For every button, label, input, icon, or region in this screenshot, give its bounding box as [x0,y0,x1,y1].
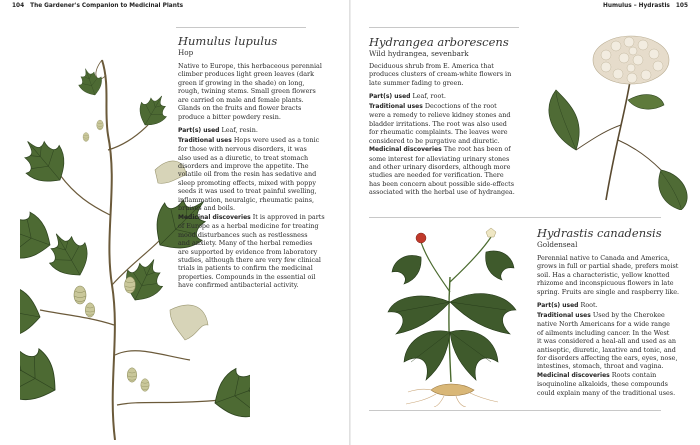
goldenseal-description [537,254,692,397]
hop-medicinal-label: Medicinal discoveries [178,213,251,221]
goldenseal-traditional-line-3: of ailments including cancer. In the West [537,328,670,337]
hop-intro-line-3: green if growing in the shade) on long, [178,78,305,87]
hop-medicinal-line-5: are supported by evidence from laboratory [178,247,318,256]
hydrangea-traditional-line-2: were a remedy to relieve kidney stones and [369,111,511,120]
hop-traditional-uses-label: Traditional uses [178,136,232,144]
hydrangea-latin-name: Hydrangea arborescens [369,35,509,49]
goldenseal-illustration [386,222,521,407]
goldenseal-intro-line-5: spring. Fruits are single and raspberry like. [537,287,680,296]
hop-traditional-line-4: disorders and improve the appetite. The [178,161,309,170]
right-running-title: Humulus – Hydrastis [603,3,670,9]
hydrangea-intro-line-1: Deciduous shrub from E. America that [369,62,494,70]
hydrangea-flower-cluster [593,36,669,84]
hydrangea-medicinal-label: Medicinal discoveries [369,146,442,154]
hop-traditional-line-3: also used as a diuretic, to treat stomach [178,153,309,162]
hydrangea-traditional-line-4: for rheumatic complaints. The leaves were [369,128,508,137]
goldenseal-parts-used-label: Part(s) used [537,302,579,310]
goldenseal-intro-line-2: grows in full or partial shade, prefers moist [537,262,679,271]
hop-parts-used-label: Part(s) used [178,127,220,135]
hydrangea-traditional-line-5: considered to be purgative and diuretic. [369,136,500,145]
hop-traditional-line-1: Hops were used as a tonic [233,135,320,144]
goldenseal-traditional-line-1: Used by the Cherokee [592,310,665,319]
hydrangea-intro-line-2: produces clusters of cream-white flowers in [369,70,512,79]
goldenseal-latin-name: Hydrastis canadensis [537,226,662,240]
hop-traditional-line-7: seeds it was used to treat painful swelling, [178,187,317,196]
hop-traditional-line-9: bruises and boils. [178,204,236,213]
right-header-rule-1 [369,27,519,28]
goldenseal-traditional-uses-label: Traditional uses [537,311,591,319]
hop-medicinal-line-8: properties. Compounds in the essential oil [178,272,316,281]
goldenseal-medicinal-label: Medicinal discoveries [537,371,610,379]
hydrangea-medicinal-line-5: has been concern about possible side-effects [369,179,514,188]
hop-medicinal-line-4: and anxiety. Many of the herbal remedies [178,239,313,248]
hop-traditional-line-6: sleep promoting effects, mixed with poppy [178,178,316,187]
goldenseal-intro-line-1: Perennial native to Canada and America, [537,254,670,262]
hydrangea-medicinal-line-1: The root has been of [443,145,511,154]
goldenseal-intro-line-4: rhizome and inconspicuous flowers in late [537,279,674,288]
left-header-rule [176,27,306,28]
goldenseal-rhizome [431,384,474,396]
hydrangea-illustration [536,30,696,210]
goldenseal-traditional-line-2: native North Americans for a wide range [537,320,670,329]
hop-intro-line-4: rough, twining stems. Small green flowers [178,87,316,96]
hop-intro-line-5: are carried on male and female plants. [178,95,304,104]
hydrangea-parts-used-label: Part(s) used [369,93,411,101]
goldenseal-medicinal-line-2: isoquinoline alkaloids, these compounds [537,380,668,389]
hydrangea-medicinal-line-3: and other urinary disorders, although more [369,162,511,171]
hydrangea-traditional-line-1: Decoctions of the root [424,101,497,110]
goldenseal-medicinal-line-3: could explain many of the traditional uses. [537,388,676,397]
hydrangea-medicinal-line-2: some interest for alleviating urinary stones [369,154,510,163]
goldenseal-medicinal-line-1: Roots contain [611,370,657,379]
hydrangea-parts-used-text: Leaf, root. [412,92,446,101]
left-running-head [12,3,183,9]
hop-intro-line-2: climber produces light green leaves (dark [178,70,314,79]
hop-medicinal-line-6: studies, although there are very few clinical [178,255,321,264]
hop-description [178,62,330,290]
right-running-head [603,3,688,9]
right-page-number: 105 [675,3,688,9]
hop-parts-used-text: Leaf, resin. [221,126,258,135]
hop-intro-line-1: Native to Europe, this herbaceous perennial [178,62,322,70]
hydrangea-traditional-line-3: bladder irritations. The root was also used [369,119,507,128]
left-page [0,0,349,445]
hop-medicinal-line-1: It is approved in parts [252,212,325,221]
goldenseal-traditional-line-5: antiseptic, diuretic, laxative and tonic, and [537,345,676,354]
goldenseal-common-name: Goldenseal [537,240,578,249]
hop-traditional-line-5: volatile oil from the resin has sedative and [178,170,317,179]
hop-medicinal-line-2: of Europe as a herbal medicine for treating [178,222,319,231]
hop-medicinal-line-9: have confirmed antibacterial activity. [178,281,299,290]
hop-traditional-line-8: inflammation, neuralgic, rheumatic pains, [178,195,315,204]
hop-common-name: Hop [178,48,194,57]
hydrangea-description [369,62,539,197]
goldenseal-traditional-line-4: it was considered a heal-all and used as an [537,337,677,346]
hydrangea-common-name: Wild hydrangea, sevenbark [369,49,469,58]
right-footer-rule [369,410,661,411]
left-running-title: The Gardener's Companion to Medicinal Plants [30,3,184,9]
hydrangea-medicinal-line-4: studies are needed for verification. There [369,171,504,180]
hydrangea-traditional-uses-label: Traditional uses [369,102,423,110]
hydrangea-medicinal-line-6: associated with the herbal use of hydrangea. [369,188,515,197]
right-section-rule [369,217,661,218]
goldenseal-traditional-line-7: intestines, stomach, throat and vagina. [537,362,664,371]
right-page [351,0,700,445]
hop-intro-line-7: produce a bitter powdery resin. [178,112,281,121]
hop-medicinal-line-3: mood disturbances such as restlessness [178,230,308,239]
goldenseal-intro-line-3: soil. Has a characteristic, yellow knotted [537,270,670,279]
hop-medicinal-line-7: trials in patients to confirm the medicinal [178,264,313,273]
goldenseal-traditional-line-6: for disorders affecting the ears, eyes, nose, [537,353,678,362]
hop-traditional-line-2: for those with nervous disorders, it was [178,145,307,154]
hydrangea-intro-line-3: late summer fading to green. [369,78,464,87]
goldenseal-parts-used-text: Root. [580,301,598,310]
left-page-number: 104 [12,3,25,9]
hop-intro-line-6: Glands on the fruits and flower bracts [178,104,302,113]
goldenseal-berry [416,233,426,243]
hop-latin-name: Humulus lupulus [178,34,278,48]
